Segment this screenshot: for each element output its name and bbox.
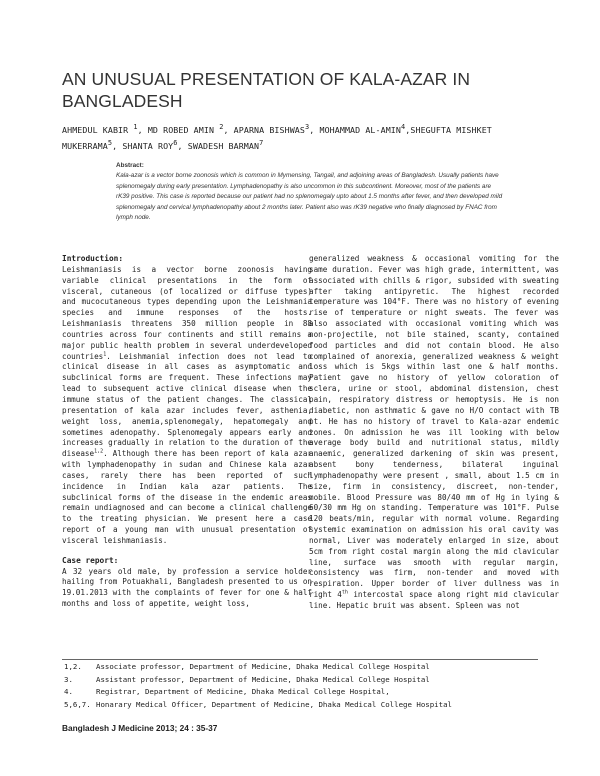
footnote-number: 1,2.	[64, 662, 82, 671]
footnote-text: Honarary Medical Officer, Department of Medicine, Dhaka Medical College Hospital	[96, 699, 452, 709]
right-column	[309, 254, 559, 612]
case-report-heading: Case report:	[62, 555, 119, 565]
author-name: SHANTA ROY	[122, 140, 174, 151]
citation-ref: 1,2	[94, 448, 104, 455]
abstract-label: Abstract:	[116, 162, 144, 169]
author-name: AHMEDUL KABIR	[62, 124, 129, 135]
case-report-section	[62, 556, 312, 610]
footnote	[64, 674, 534, 687]
author-affiliation-mark: 1	[133, 123, 138, 131]
abstract-text: Kala-azar is a vector borne zoonosis which is common in Mymensing, Tangail, and adjoining areas of Bangladesh. Usually patients have splenomegaly during early presentation. Lymphadenopathy is also uncommon in this subcontinent. Moreover, most of the patients are rK39 positive. This case is reported because our patient had no splenomegaly upto about 1.5 months after fever, and then developed mild splenomegaly and cervical lymphadenopathy about 2 months later. Patient also was rK39 negative who finally diagnosed by FNAC from lymph node.	[116, 172, 503, 222]
footnote-number: 3.	[64, 674, 73, 684]
footnote	[64, 661, 534, 674]
author-affiliation-mark: 7	[259, 138, 264, 147]
article-title: AN UNUSUAL PRESENTATION OF KALA-AZAR IN BANGLADESH	[62, 69, 471, 111]
introduction-text: . Leishmanial infection does not lead to clinical disease in all cases as asymptomatic and subclinical forms are frequent. These infections may lead to subsequent active clinical disease when the immune status of the patient changes. The classical presentation of kala azar includes fever, asthenia, weight loss, anemia,splenomegaly, hepatomegaly and sometimes adenopathy. Splenomegaly appears early and increases gradually in relation to the duration of the disease	[62, 351, 312, 459]
case-report-text: intercostal space along right mid clavicular line. Hepatic bruit was absent. Spleen was not	[309, 590, 559, 610]
author-name: MD ROBED AMIN	[147, 124, 215, 135]
author-affiliation-mark: 2	[219, 123, 224, 131]
author-name: SWADESH BARMAN	[187, 140, 260, 151]
author-affiliation-mark: 4	[401, 123, 406, 131]
journal-citation: Bangladesh J Medicine 2013; 24 : 35-37	[62, 723, 218, 733]
author-affiliation-mark: 6	[173, 138, 178, 147]
abstract-block	[116, 161, 506, 223]
footnote-divider	[62, 659, 538, 660]
footnote	[64, 686, 534, 699]
footnote	[64, 699, 534, 712]
footnote-list	[64, 661, 534, 711]
ordinal-suffix: th	[341, 589, 348, 596]
introduction-text: . Although there has been report of kala azar with lymphadenopathy in sudan and Chinese kala azar cases, rarely there has been reported of such incidence in Indian kala azar patients. The subclinical forms of the disease in the endemic areas remain undiagnosed and can become a clinical challenge to the treating physician. We present here a case report of a young man with unusual presentation of visceral leishmaniasis.	[62, 449, 312, 545]
author-name: APARNA BISHWAS	[233, 124, 305, 135]
footnote-number: 4.	[64, 687, 73, 697]
author-list: AHMEDUL KABIR $^1$, MD ROBED AMIN $^2$, APARNA BISHWAS$^3$, MOHAMMAD AL-AMIN$^4$,SHEGUFTA MISHKET MUKERRAMA$^5$, SHANTA ROY$^6$, SWADESH BARMAN$^7$	[62, 123, 492, 151]
left-column	[62, 254, 312, 610]
author-affiliation-mark: 5	[107, 138, 113, 147]
footnote-text: Assistant professor, Department of Medicine, Dhaka Medical College Hospital	[96, 674, 430, 684]
footnote-text: Registrar, Department of Medicine, Dhaka Medical College Hospital,	[96, 687, 390, 697]
case-report-text: generalized weakness & occasional vomiting for the same duration. Fever was high grade, intermittent, was associated with chills & rigor, subsided with sweating after taking antipyretic. The highest recorded temperature was 104°F. There was no history of evening rise of temperature or night sweats. The fever was also associated with occasional vomiting which was non-projectile, not bile stained, scanty, contained food particles and did not contain blood. He also complained of anorexia, generalized weakness & weight loss which is 5kgs within last one & half months. Patient gave no history of yellow coloration of sclera, urine or stool, abdominal distension, chest pain, respiratory distress or hemoptysis. He is non diabetic, non asthmatic & gave no H/O contact with TB pt. He has no history of travel to Kala-azar endemic zones. On admission he was ill looking with below average body build and nutritional status, mildly anaemic, generalized darkening of skin was present, absent bony tenderness, bilateral inguinal lymphadenopathy were present , small, about 1.5 cm in size, firm in consistency, discreet, non-tender, mobile. Blood Pressure was 80/40 mm of Hg in lying & 60/30 mm Hg on standing. Temperature was 101°F. Pulse 120 beats/min, regular with normal volume. Regarding systemic examination on admission his oral cavity was normal, Liver was moderately enlarged in size, about 5cm from right costal margin along the mid clavicular line, surface was smooth with regular margin, consistency was firm, non-tender and moved with respiration. Upper border of liver dullness was in right 4	[309, 254, 559, 600]
citation-ref: 1	[103, 351, 107, 358]
author-name: MOHAMMAD AL-AMIN	[319, 124, 401, 135]
introduction-text: Leishmaniasis is a vector borne zoonosis having variable clinical presentations in the form of visceral, cutaneous (of localized or diffuse types) and mucocutaneous types depending upon the Leishmania species and immune responses of the hosts. Leishmaniasis threatens 350 million people in 88 countries across four continents and still remains a major public health problem in several underdeveloped countries	[62, 264, 312, 361]
case-report-text: A 32 years old male, by profession a service holder hailing from Potuakhali, Bangladesh presented to us on 19.01.2013 with the complaints of fever for one & half months and loss of appetite, weight loss,	[62, 566, 312, 609]
author-affiliation-mark: 3	[305, 123, 310, 131]
case-report-continued	[309, 254, 559, 612]
introduction-heading: Introduction:	[62, 254, 124, 263]
footnote-number: 5,6,7.	[64, 699, 91, 709]
footnote-text: Associate professor, Department of Medicine, Dhaka Medical College Hospital	[96, 662, 430, 671]
introduction-section	[62, 254, 312, 547]
author-name: SHEGUFTA MISHKET MUKERRAMA	[62, 124, 492, 151]
